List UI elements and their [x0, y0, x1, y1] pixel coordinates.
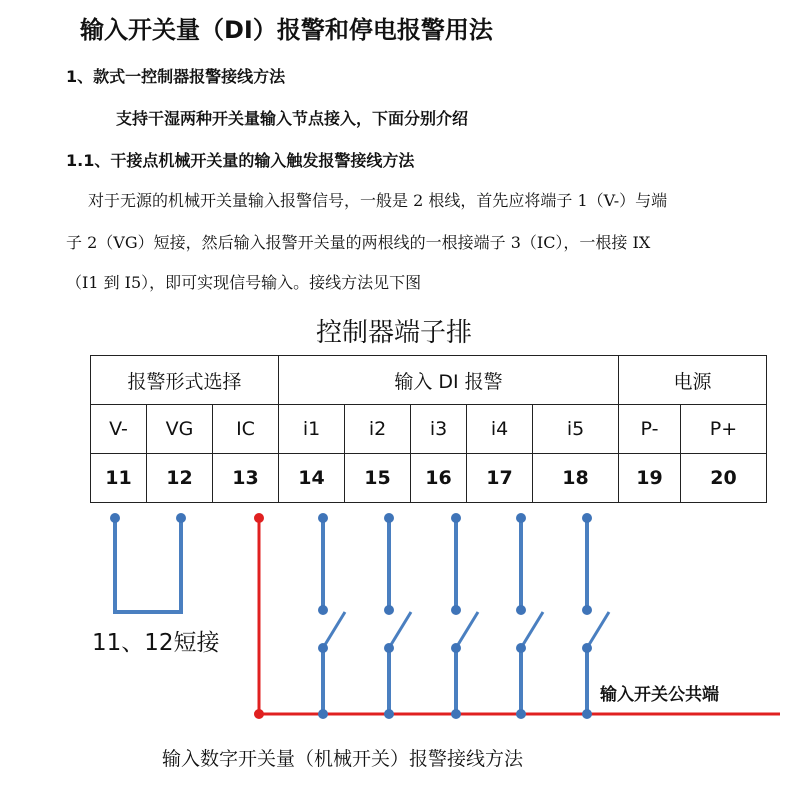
- section-intro: 支持干湿两种开关量输入节点接入，下面分别介绍: [116, 109, 469, 128]
- pin-number: 18: [533, 454, 619, 503]
- pin-number: 20: [681, 454, 767, 503]
- paragraph-line-3: （I1 到 I5），即可实现信号输入。接线方法见下图: [66, 273, 422, 292]
- pin-number: 14: [279, 454, 345, 503]
- switch-i4: [516, 513, 543, 719]
- page-title: 输入开关量（DI）报警和停电报警用法: [80, 16, 493, 44]
- pin-number: 12: [147, 454, 213, 503]
- pin-label: VG: [147, 405, 213, 454]
- pin-label: P+: [681, 405, 767, 454]
- paragraph-line-1: 对于无源的机械开关量输入报警信号，一般是 2 根线，首先应将端子 1（V-）与端: [88, 191, 668, 210]
- pin-label: V-: [91, 405, 147, 454]
- group-di-input: 输入 DI 报警: [279, 356, 619, 405]
- pin-label: i3: [411, 405, 467, 454]
- pin-label: IC: [213, 405, 279, 454]
- switch-i2: [384, 513, 411, 719]
- pin-label: i2: [345, 405, 411, 454]
- pin-label: i5: [533, 405, 619, 454]
- group-alarm-mode: 报警形式选择: [91, 356, 279, 405]
- group-power: 电源: [619, 356, 767, 405]
- pin-label: P-: [619, 405, 681, 454]
- pin-number: 16: [411, 454, 467, 503]
- switch-i3: [451, 513, 478, 719]
- pin-number: 15: [345, 454, 411, 503]
- pin-number: 19: [619, 454, 681, 503]
- diagram-caption: 输入数字开关量（机械开关）报警接线方法: [162, 748, 524, 770]
- common-terminal-label: 输入开关公共端: [600, 685, 719, 705]
- pin-label: i1: [279, 405, 345, 454]
- pin-number: 11: [91, 454, 147, 503]
- short-link-label: 11、12短接: [92, 630, 220, 656]
- section-heading-1-1: 1.1、干接点机械开关量的输入触发报警接线方法: [66, 151, 415, 170]
- pin-number: 17: [467, 454, 533, 503]
- pin-label: i4: [467, 405, 533, 454]
- pin-number: 13: [213, 454, 279, 503]
- switch-i1: [318, 513, 345, 719]
- paragraph-line-2: 子 2（VG）短接，然后输入报警开关量的两根线的一根接端子 3（IC），一根接 IX: [66, 233, 651, 252]
- terminal-table-title: 控制器端子排: [316, 318, 473, 348]
- short-link-11-12: [110, 513, 186, 612]
- section-heading-1: 1、款式一控制器报警接线方法: [66, 67, 286, 86]
